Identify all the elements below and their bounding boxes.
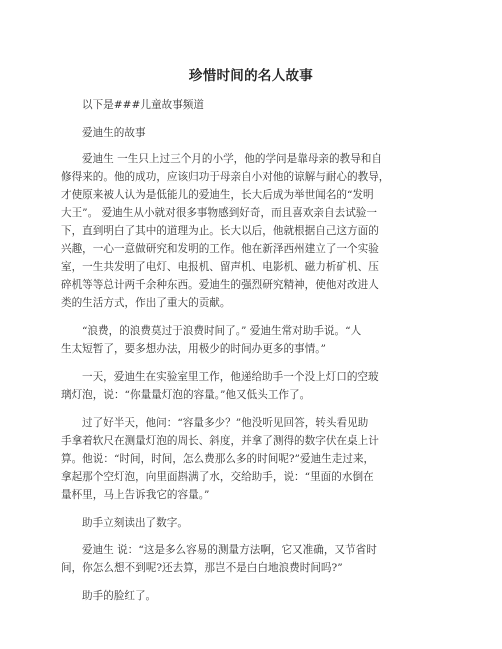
text-line: 才使原来被人认为是低能儿的爱迪生，长大后成为举世闻名的“发明 <box>61 189 374 201</box>
text-line: 爱迪生 说：“这是多么容易的测量方法啊，它又准确，又节省时 <box>82 544 377 556</box>
text-line: 室，一生共发明了电灯、电报机、留声机、电影机、磁力析矿机、压 <box>61 261 379 273</box>
text-line: 兴趣，一心一意做研究和发明的工作。他在新泽西州建立了一个实验 <box>61 243 379 255</box>
section-heading <box>61 124 439 142</box>
text-line: “浪费，的浪费莫过于浪费时间了。” 爱迪生常对助手说。“人 <box>82 325 362 337</box>
paragraph-7 <box>61 587 439 605</box>
paragraph-3 <box>61 368 439 404</box>
text-line: 算。他说：“时间，时间，怎么费那么多的时间呢?”爱迪生走过来， <box>61 453 375 465</box>
text-line: 修得来的。他的成功，应该归功于母亲自小对他的谅解与耐心的教导， <box>61 171 390 183</box>
text-line: 大王”。 爱迪生从小就对很多事物感到好奇，而且喜欢亲自去试验一 <box>61 207 377 219</box>
text-line: 量杯里，马上告诉我它的容量。” <box>61 489 210 501</box>
text-line: 爱迪生的故事 <box>82 127 146 139</box>
paragraph-4 <box>61 414 439 504</box>
paragraph-6 <box>61 541 439 577</box>
text-line: 过了好半天，他问：“容量多少？”他没听见回答，转头看见助 <box>82 417 369 429</box>
text-line: 拿起那个空灯泡，向里面斟满了水，交给助手，说：“里面的水倒在 <box>61 471 374 483</box>
paragraph-5 <box>61 514 439 532</box>
text-line: 间，你怎么想不到呢?还去算，那岂不是白白地浪费时间吗?” <box>61 562 343 574</box>
paragraph-2 <box>61 322 439 358</box>
text-line: 手拿着软尺在测量灯泡的周长、斜度，并拿了测得的数字伏在桌上计 <box>61 435 379 447</box>
text-line: 以下是###儿童故事频道 <box>82 99 204 111</box>
intro-line <box>61 96 439 114</box>
text-line: 下，直到明白了其中的道理为止。长大以后，他就根据自己这方面的 <box>61 225 379 237</box>
text-line: 碎机等等总计两千余种东西。爱迪生的强烈研究精神，使他对改进人 <box>61 279 379 291</box>
text-line: 类的生活方式，作出了重大的贡献。 <box>61 297 231 309</box>
text-line: 璃灯泡，说：“你量量灯泡的容量。”他又低头工作了。 <box>61 389 311 401</box>
paragraph-1 <box>61 150 439 312</box>
text-line: 助手的脸红了。 <box>82 590 157 602</box>
text-line: 一天，爱迪生在实验室里工作，他递给助手一个没上灯口的空玻 <box>82 371 379 383</box>
document-title: 珍惜时间的名人故事 <box>188 68 314 84</box>
text-line: 助手立刻读出了数字。 <box>82 517 188 529</box>
text-line: 生太短暂了，要多想办法，用极少的时间办更多的事情。” <box>61 343 326 355</box>
text-line: 爱迪生 一生只上过三个月的小学，他的学问是靠母亲的教导和自 <box>82 153 382 165</box>
